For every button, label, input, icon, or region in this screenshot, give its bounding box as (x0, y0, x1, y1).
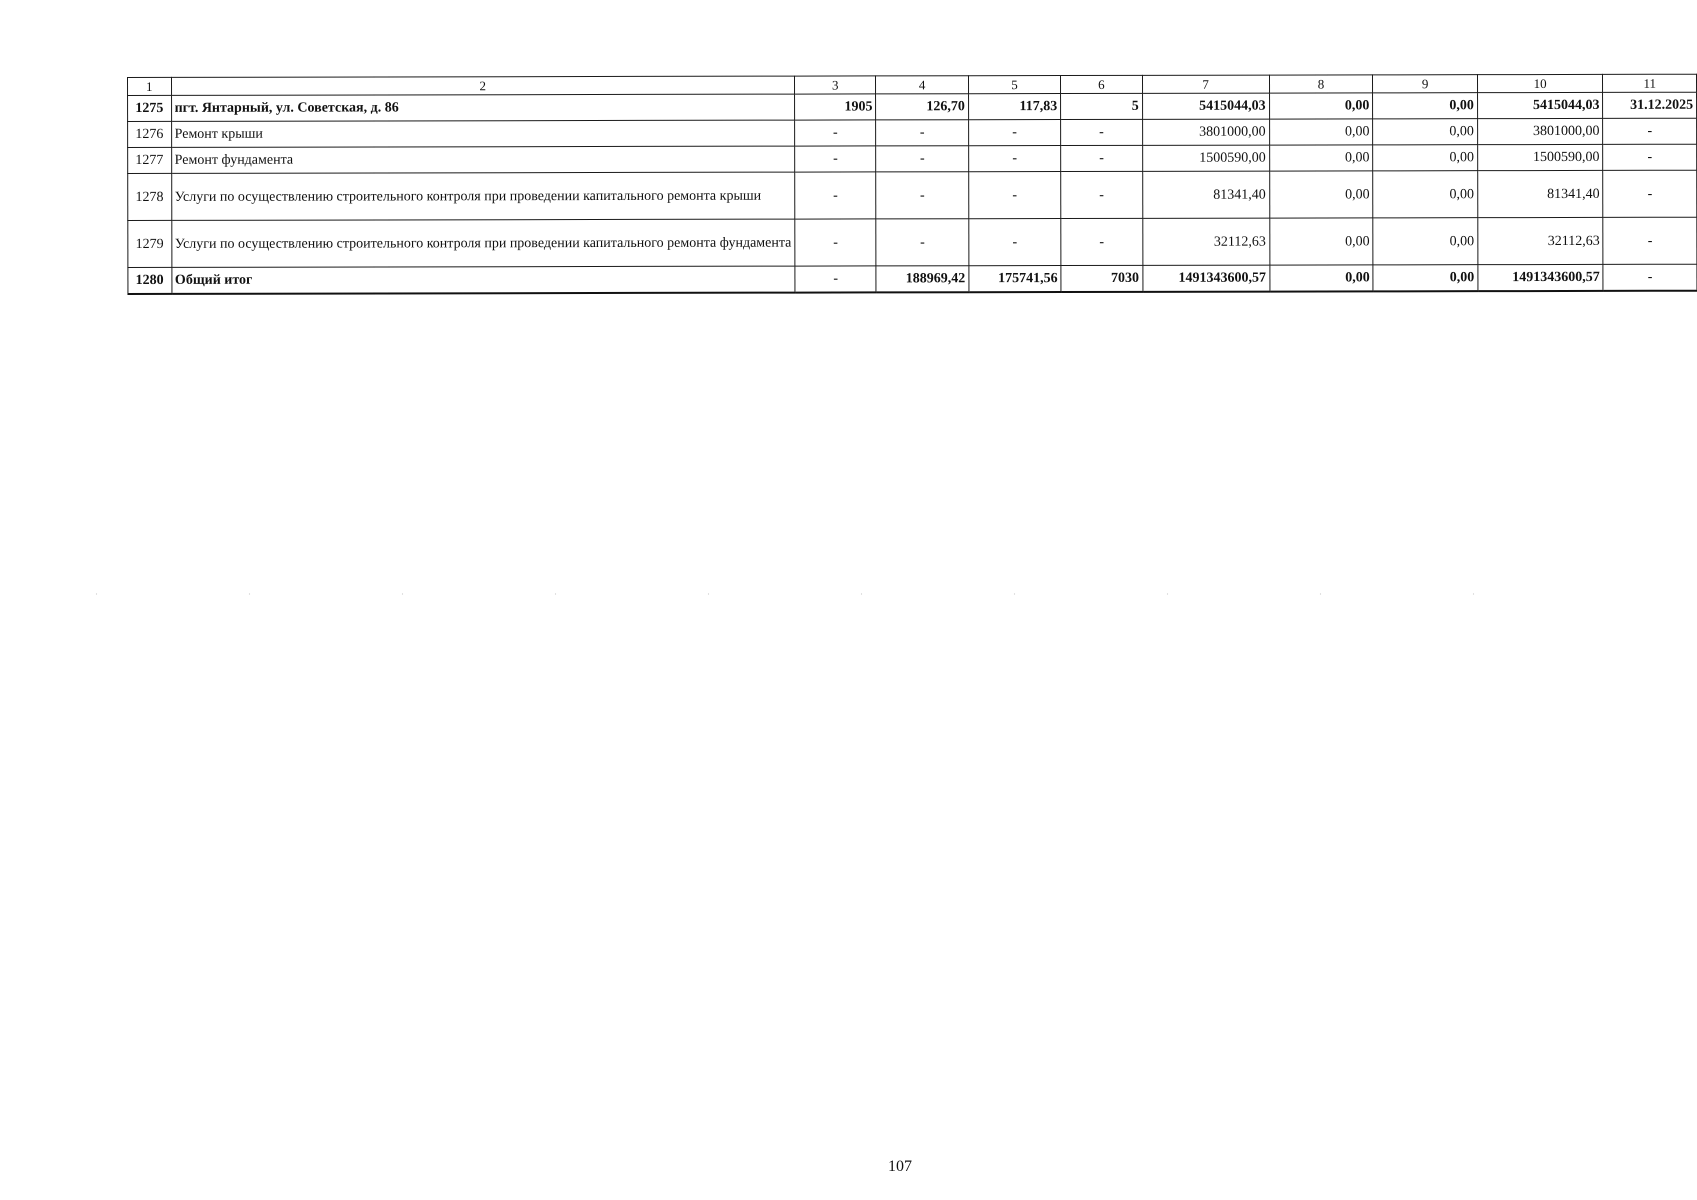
row-number: 1276 (128, 121, 172, 147)
cell-col-9: 0,00 (1373, 119, 1478, 145)
cell-col-7: 1500590,00 (1142, 145, 1269, 171)
cell-col-8: 0,00 (1269, 218, 1373, 265)
cell-col-10: 1500590,00 (1477, 144, 1603, 170)
cell-col-4: - (876, 146, 968, 172)
cell-col-5: - (968, 120, 1060, 146)
cell-col-6: 7030 (1061, 265, 1143, 292)
cell-col-10: 1491343600,57 (1478, 264, 1604, 291)
cell-col-9: 0,00 (1373, 171, 1478, 218)
table-row (128, 170, 1697, 220)
column-header: 1 (128, 77, 172, 95)
row-name: Услуги по осуществлению строительного контроля при проведении капитального ремонта крыши (171, 172, 795, 220)
column-header: 8 (1269, 75, 1373, 93)
cell-col-11: - (1603, 217, 1697, 264)
cell-col-4: - (876, 219, 968, 266)
cell-col-8: 0,00 (1269, 265, 1373, 292)
cell-col-8: 0,00 (1269, 119, 1373, 145)
cell-col-3: - (795, 146, 877, 172)
cell-col-3: - (795, 266, 877, 293)
column-header: 4 (876, 76, 968, 94)
table-row (128, 92, 1697, 121)
cell-col-8: 0,00 (1269, 145, 1373, 171)
cell-col-4: 126,70 (876, 94, 968, 120)
cell-col-5: - (969, 172, 1061, 219)
cell-col-5: - (968, 146, 1060, 172)
row-number: 1278 (128, 173, 172, 220)
cell-col-5: 117,83 (968, 94, 1060, 120)
cell-col-11: - (1603, 264, 1697, 291)
cell-col-11: - (1603, 118, 1697, 144)
column-header: 10 (1477, 74, 1603, 92)
table-row (128, 118, 1697, 147)
row-name: Услуги по осуществлению строительного контроля при проведении капитального ремонта фундамента (171, 219, 795, 267)
cell-col-10: 5415044,03 (1477, 92, 1603, 118)
cell-col-8: 0,00 (1269, 171, 1373, 218)
row-number: 1275 (128, 95, 172, 121)
column-header: 3 (794, 76, 876, 94)
row-name: Общий итог (171, 266, 795, 294)
cell-col-9: 0,00 (1373, 265, 1478, 292)
cell-col-5: 175741,56 (969, 266, 1061, 293)
cell-col-10: 81341,40 (1477, 170, 1603, 217)
cell-col-3: - (795, 120, 877, 146)
cell-col-6: 5 (1061, 93, 1143, 119)
cell-col-5: - (969, 219, 1061, 266)
row-name: Ремонт крыши (171, 120, 795, 147)
row-number: 1277 (128, 147, 172, 173)
cell-col-9: 0,00 (1373, 218, 1478, 265)
column-header: 9 (1373, 75, 1478, 93)
cell-col-7: 3801000,00 (1142, 119, 1269, 145)
cell-col-10: 32112,63 (1478, 217, 1604, 264)
cell-col-7: 32112,63 (1142, 218, 1269, 265)
cell-col-8: 0,00 (1269, 93, 1373, 119)
cell-col-11: - (1603, 144, 1697, 170)
cell-col-4: - (876, 120, 968, 146)
register-table (127, 74, 1697, 295)
cell-col-11: - (1603, 170, 1697, 217)
column-header: 2 (171, 76, 795, 95)
cell-col-4: 188969,42 (876, 266, 968, 293)
cell-col-3: - (795, 172, 877, 219)
table-row (128, 144, 1697, 173)
cell-col-4: - (876, 172, 968, 219)
cell-col-3: 1905 (795, 94, 877, 120)
row-number: 1279 (128, 220, 172, 267)
cell-col-7: 5415044,03 (1142, 93, 1269, 119)
cell-col-6: - (1061, 145, 1143, 171)
row-name: пгт. Янтарный, ул. Советская, д. 86 (171, 94, 795, 121)
cell-col-6: - (1061, 119, 1143, 145)
cell-col-6: - (1061, 171, 1143, 218)
total-row (128, 264, 1697, 294)
cell-col-6: - (1061, 218, 1143, 265)
cell-col-7: 81341,40 (1142, 171, 1269, 218)
column-header: 6 (1061, 75, 1143, 93)
cell-col-7: 1491343600,57 (1143, 265, 1270, 292)
row-number: 1280 (128, 267, 172, 294)
cell-col-9: 0,00 (1373, 93, 1478, 119)
column-header: 5 (968, 76, 1060, 94)
page-number: 107 (888, 1158, 912, 1175)
column-header: 7 (1142, 75, 1269, 93)
column-header: 11 (1603, 74, 1697, 92)
cell-col-11: 31.12.2025 (1603, 92, 1697, 118)
cell-col-10: 3801000,00 (1477, 118, 1603, 144)
cell-col-9: 0,00 (1373, 145, 1478, 171)
cell-col-3: - (795, 219, 877, 266)
table-row (128, 217, 1697, 267)
scan-speckle (20, 593, 1580, 595)
row-name: Ремонт фундамента (171, 146, 795, 173)
